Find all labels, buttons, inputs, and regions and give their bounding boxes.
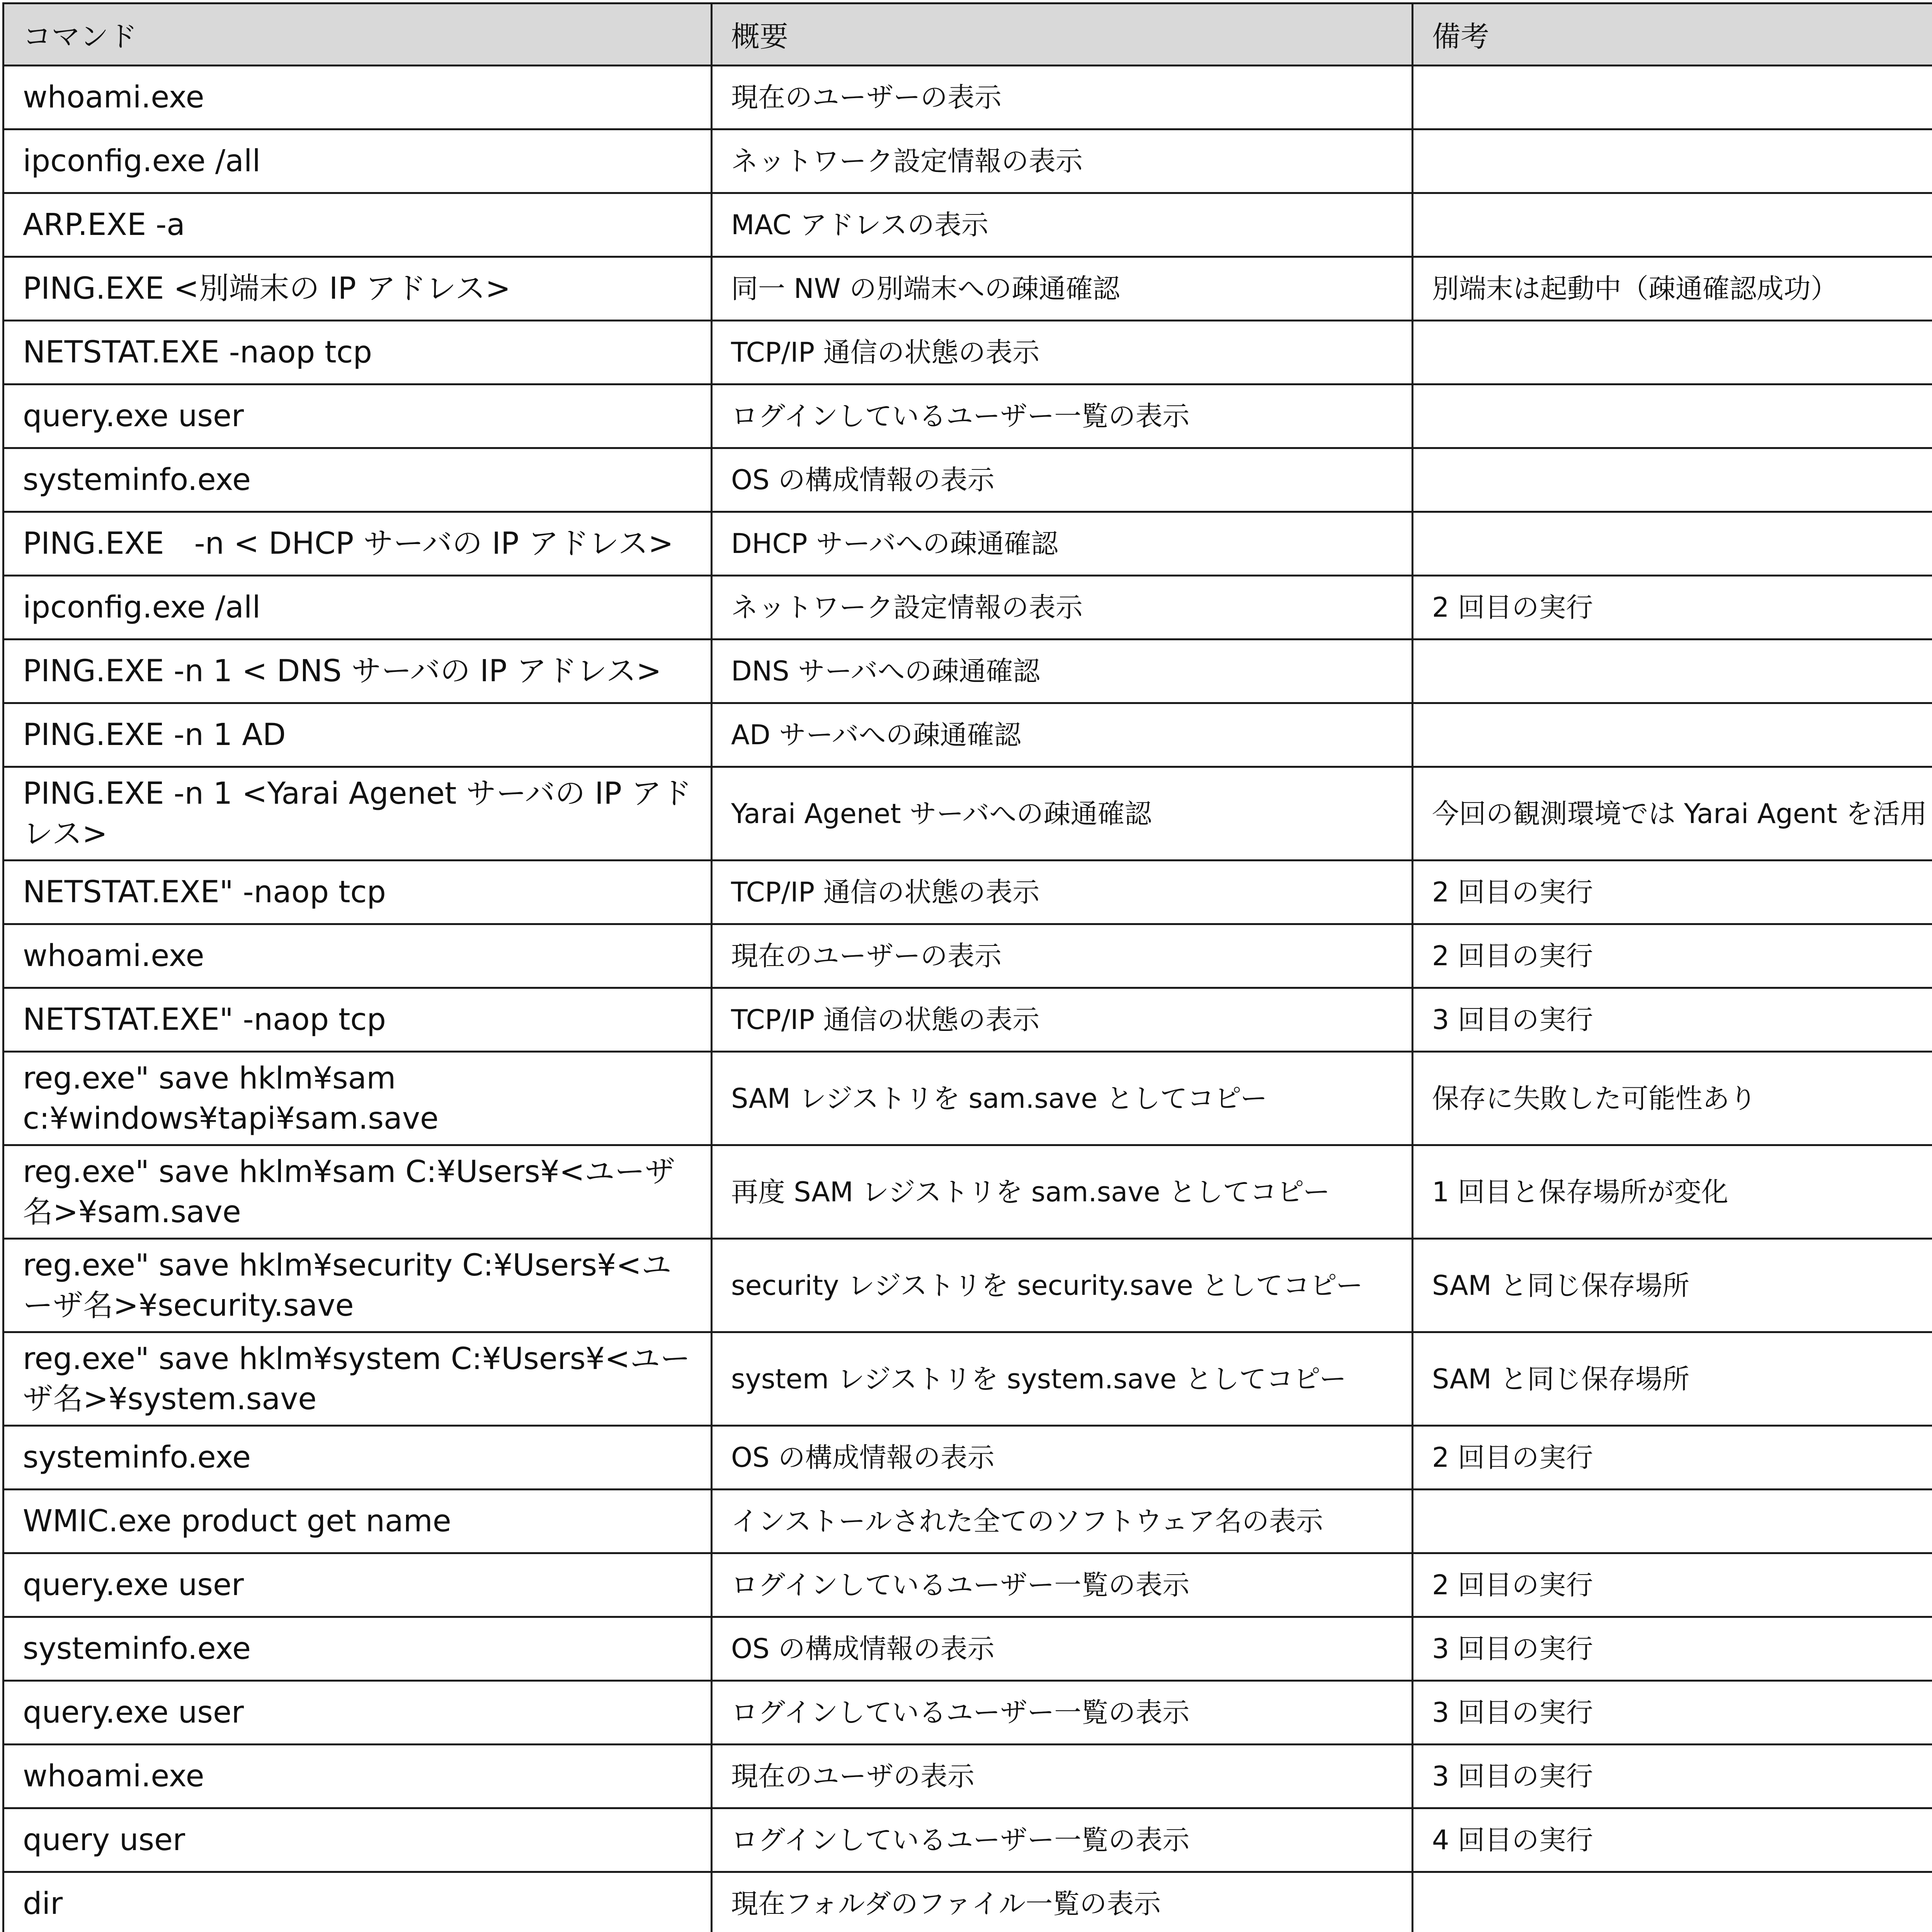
cell-command: query.exe user: [3, 384, 712, 448]
table-body: [3, 66, 1932, 1932]
cell-note: [1413, 703, 1932, 767]
cell-command: query.exe user: [3, 1681, 712, 1745]
table-row: [3, 448, 1932, 512]
cell-note: 2 回目の実行: [1413, 924, 1932, 988]
cell-summary: system レジストリを system.save としてコピー: [712, 1332, 1413, 1426]
cell-note: 別端末は起動中（疎通確認成功）: [1413, 257, 1932, 321]
cell-note: 3 回目の実行: [1413, 1681, 1932, 1745]
cell-note: [1413, 1872, 1932, 1932]
table-row: [3, 1808, 1932, 1872]
cell-summary: 現在のユーザーの表示: [712, 66, 1413, 129]
cell-command: systeminfo.exe: [3, 1426, 712, 1490]
cell-note: 今回の観測環境では Yarai Agent を活用: [1413, 767, 1932, 861]
cell-note: [1413, 1490, 1932, 1553]
table-row: [3, 193, 1932, 257]
cell-command: WMIC.exe product get name: [3, 1490, 712, 1553]
table-row: [3, 1239, 1932, 1332]
cell-summary: 同一 NW の別端末への疎通確認: [712, 257, 1413, 321]
cell-note: 1 回目と保存場所が変化: [1413, 1145, 1932, 1239]
cell-note: 2 回目の実行: [1413, 861, 1932, 924]
cell-command: query user: [3, 1808, 712, 1872]
table-row: [3, 988, 1932, 1052]
cell-note: [1413, 193, 1932, 257]
cell-command: reg.exe" save hklm¥sam C:¥Users¥<ユーザ 名>¥sam.save: [3, 1145, 712, 1239]
cell-summary: ログインしているユーザー一覧の表示: [712, 1553, 1413, 1617]
cell-note: 2 回目の実行: [1413, 1426, 1932, 1490]
cell-summary: TCP/IP 通信の状態の表示: [712, 321, 1413, 384]
table-row: [3, 1145, 1932, 1239]
cell-command: PING.EXE -n < DHCP サーバの IP アドレス>: [3, 512, 712, 576]
cell-note: [1413, 321, 1932, 384]
cell-command: NETSTAT.EXE -naop tcp: [3, 321, 712, 384]
cell-note: [1413, 448, 1932, 512]
cell-command: query.exe user: [3, 1553, 712, 1617]
cell-summary: 現在のユーザの表示: [712, 1745, 1413, 1808]
table-row: [3, 1745, 1932, 1808]
cell-command: NETSTAT.EXE" -naop tcp: [3, 861, 712, 924]
table-row: [3, 129, 1932, 193]
cell-command: dir: [3, 1872, 712, 1932]
table-row: [3, 512, 1932, 576]
table-row: [3, 1681, 1932, 1745]
table-row: [3, 639, 1932, 703]
table-row: [3, 861, 1932, 924]
cell-summary: 再度 SAM レジストリを sam.save としてコピー: [712, 1145, 1413, 1239]
command-table: [2, 2, 1932, 1932]
cell-summary: OS の構成情報の表示: [712, 1426, 1413, 1490]
cell-summary: DHCP サーバへの疎通確認: [712, 512, 1413, 576]
cell-command: ipconfig.exe /all: [3, 576, 712, 639]
table-row: [3, 767, 1932, 861]
cell-command: PING.EXE -n 1 <Yarai Agenet サーバの IP アド レス>: [3, 767, 712, 861]
cell-summary: ログインしているユーザー一覧の表示: [712, 384, 1413, 448]
header-command: コマンド: [3, 3, 712, 66]
cell-command: PING.EXE <別端末の IP アドレス>: [3, 257, 712, 321]
cell-summary: OS の構成情報の表示: [712, 448, 1413, 512]
cell-command: PING.EXE -n 1 < DNS サーバの IP アドレス>: [3, 639, 712, 703]
cell-note: SAM と同じ保存場所: [1413, 1332, 1932, 1426]
cell-note: 4 回目の実行: [1413, 1808, 1932, 1872]
cell-summary: OS の構成情報の表示: [712, 1617, 1413, 1681]
cell-note: 2 回目の実行: [1413, 576, 1932, 639]
cell-summary: MAC アドレスの表示: [712, 193, 1413, 257]
cell-command: ipconfig.exe /all: [3, 129, 712, 193]
cell-summary: ログインしているユーザー一覧の表示: [712, 1808, 1413, 1872]
cell-summary: 現在のユーザーの表示: [712, 924, 1413, 988]
cell-summary: TCP/IP 通信の状態の表示: [712, 988, 1413, 1052]
cell-note: [1413, 639, 1932, 703]
table-row: [3, 1617, 1932, 1681]
table-row: [3, 1553, 1932, 1617]
table-row: [3, 257, 1932, 321]
table-row: [3, 1872, 1932, 1932]
cell-command: systeminfo.exe: [3, 448, 712, 512]
cell-command: NETSTAT.EXE" -naop tcp: [3, 988, 712, 1052]
cell-summary: 現在フォルダのファイル一覧の表示: [712, 1872, 1413, 1932]
cell-note: 3 回目の実行: [1413, 988, 1932, 1052]
header-note: 備考: [1413, 3, 1932, 66]
cell-command: whoami.exe: [3, 1745, 712, 1808]
cell-command: reg.exe" save hklm¥system C:¥Users¥<ユー ザ名>¥system.save: [3, 1332, 712, 1426]
cell-summary: ネットワーク設定情報の表示: [712, 576, 1413, 639]
table-row: [3, 384, 1932, 448]
cell-summary: security レジストリを security.save としてコピー: [712, 1239, 1413, 1332]
table-row: [3, 66, 1932, 129]
cell-summary: TCP/IP 通信の状態の表示: [712, 861, 1413, 924]
cell-summary: Yarai Agenet サーバへの疎通確認: [712, 767, 1413, 861]
table-row: [3, 321, 1932, 384]
table-row: [3, 924, 1932, 988]
cell-note: 3 回目の実行: [1413, 1617, 1932, 1681]
cell-command: whoami.exe: [3, 924, 712, 988]
cell-note: 3 回目の実行: [1413, 1745, 1932, 1808]
cell-note: [1413, 512, 1932, 576]
table-row: [3, 703, 1932, 767]
cell-summary: DNS サーバへの疎通確認: [712, 639, 1413, 703]
cell-command: PING.EXE -n 1 AD: [3, 703, 712, 767]
cell-note: [1413, 129, 1932, 193]
cell-note: 保存に失敗した可能性あり: [1413, 1052, 1932, 1145]
cell-summary: AD サーバへの疎通確認: [712, 703, 1413, 767]
cell-note: [1413, 384, 1932, 448]
cell-summary: ネットワーク設定情報の表示: [712, 129, 1413, 193]
cell-note: SAM と同じ保存場所: [1413, 1239, 1932, 1332]
cell-command: systeminfo.exe: [3, 1617, 712, 1681]
cell-note: [1413, 66, 1932, 129]
table-row: [3, 576, 1932, 639]
cell-summary: ログインしているユーザー一覧の表示: [712, 1681, 1413, 1745]
cell-command: ARP.EXE -a: [3, 193, 712, 257]
cell-note: 2 回目の実行: [1413, 1553, 1932, 1617]
cell-command: reg.exe" save hklm¥sam c:¥windows¥tapi¥sam.save: [3, 1052, 712, 1145]
table-row: [3, 1490, 1932, 1553]
cell-command: reg.exe" save hklm¥security C:¥Users¥<ユ ーザ名>¥security.save: [3, 1239, 712, 1332]
cell-summary: インストールされた全てのソフトウェア名の表示: [712, 1490, 1413, 1553]
header-summary: 概要: [712, 3, 1413, 66]
table-row: [3, 1426, 1932, 1490]
cell-summary: SAM レジストリを sam.save としてコピー: [712, 1052, 1413, 1145]
table-row: [3, 1052, 1932, 1145]
table-row: [3, 1332, 1932, 1426]
header-row: [3, 3, 1932, 66]
cell-command: whoami.exe: [3, 66, 712, 129]
